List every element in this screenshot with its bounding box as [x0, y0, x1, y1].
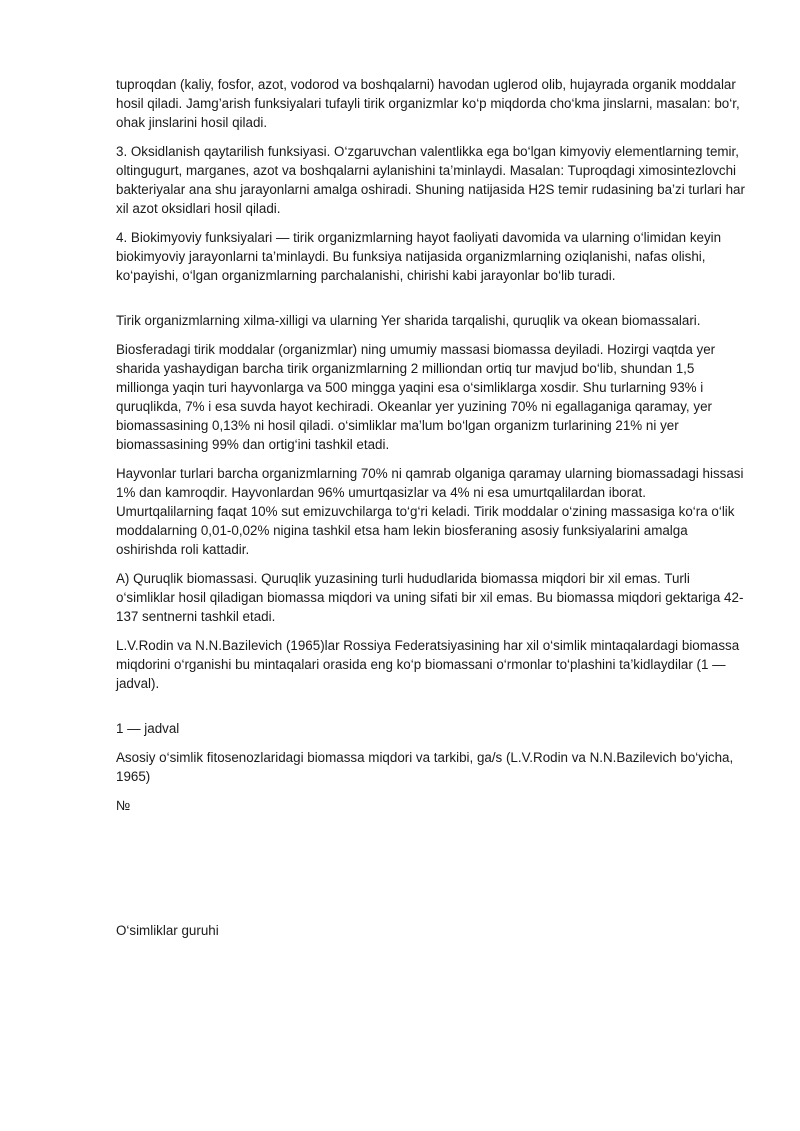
- document-page: [116, 75, 746, 950]
- paragraph-rodin-bazilevich: L.V.Rodin va N.N.Bazilevich (1965)lar Rossiya Federatsiyasining har xil o‘simlik mintaqalardagi biomassa miqdorini o‘rganishi bu mintaqalari orasida eng ko‘p biomassani o‘rmonlar to‘plashini ta’kidlaydilar (1 — jadval).: [116, 638, 740, 691]
- table-column-plant-group: O‘simliklar guruhi: [116, 923, 219, 938]
- section-heading-biomass: Tirik organizmlarning xilma-xilligi va ularning Yer sharida tarqalishi, quruqlik va okean biomassalari.: [116, 313, 701, 328]
- table-column-number: №: [116, 798, 131, 813]
- paragraph-land-biomass: A) Quruqlik biomassasi. Quruqlik yuzasining turli hududlarida biomassa miqdori bir xil emas. Turli o‘simliklar hosil qiladigan biomassa miqdori va uning sifati bir xil emas. Bu biomassa miqdori gektariga 42-137 sentnerni tashkil etadi.: [116, 571, 744, 624]
- paragraph-oxidation-function: 3. Oksidlanish qaytarilish funksiyasi. O‘zgaruvchan valentlikka ega bo‘lgan kimyoviy elementlarning temir, oltingugurt, marganes, azot va boshqalarni aylanishini ta’minlaydi. Masalan: Tuproqdagi ximosintezlovchi bakteriyalar ana shu jarayonlarni amalga oshiradi. Shuning natijasida H2S temir rudasining ba’zi turlari har xil azot oksidlari hosil qiladi.: [116, 144, 745, 216]
- paragraph-biochemical-function: 4. Biokimyoviy funksiyalari — tirik organizmlarning hayot faoliyati davomida va ularning o‘limidan keyin biokimyoviy jarayonlarni ta’minlaydi. Bu funksiya natijasida organizmlarning oziqlanishi, nafas olishi, ko‘payishi, o‘lgan organizmlarning parchalanishi, chirishi kabi jarayonlar bo‘lib turadi.: [116, 230, 722, 283]
- paragraph-biosphere-biomass: Biosferadagi tirik moddalar (organizmlar) ning umumiy massasi biomassa deyiladi. Hozirgi vaqtda yer sharida yashaydigan barcha tirik organizmlarning 2 milliondan ortiq tur mavjud bo‘lib, shundan 1,5 millionga yaqin turi hayvonlarga va 500 mingga yaqini esa o‘simliklarga xosdir. Shu turlarning 93% i quruqlikda, 7% i esa suvda hayot kechiradi. Okeanlar yer yuzining 70% ni egallaganiga qaramay, yer biomassasining 0,13% ni hosil qiladi. o‘simliklar ma’lum bo‘lgan organizm turlarining 21% ni yer biomassasining 99% dan ortig‘ini tashkil etadi.: [116, 342, 716, 452]
- paragraph-animal-species: Hayvonlar turlari barcha organizmlarning 70% ni qamrab olganiga qaramay ularning biomassadagi hissasi 1% dan kamroqdir. Hayvonlardan 96% umurtqasizlar va 4% ni esa umurtqalilardan iborat. Umurtqalilarning faqat 10% sut emizuvchilarga to‘g‘ri keladi. Tirik moddalar o‘zining massasiga ko‘ra o‘lik moddalarning 0,01-0,02% nigina tashkil etsa ham lekin biosferaning asosiy funksiyalarini amalga oshirishda roli kattadir.: [116, 466, 744, 557]
- table-caption: Asosiy o‘simlik fitosenozlaridagi biomassa miqdori va tarkibi, ga/s (L.V.Rodin va N.N.Bazilevich bo‘yicha, 1965): [116, 750, 734, 784]
- paragraph-accumulation-end: tuproqdan (kaliy, fosfor, azot, vodorod va boshqalarni) havodan uglerod olib, hujayrada organik moddalar hosil qiladi. Jamg’arish funksiyalari tufayli tirik organizmlar ko‘p miqdorda cho‘kma jinslarni, masalan: bo‘r, ohak jinslarini hosil qiladi.: [116, 77, 740, 130]
- table-label: 1 — jadval: [116, 721, 180, 736]
